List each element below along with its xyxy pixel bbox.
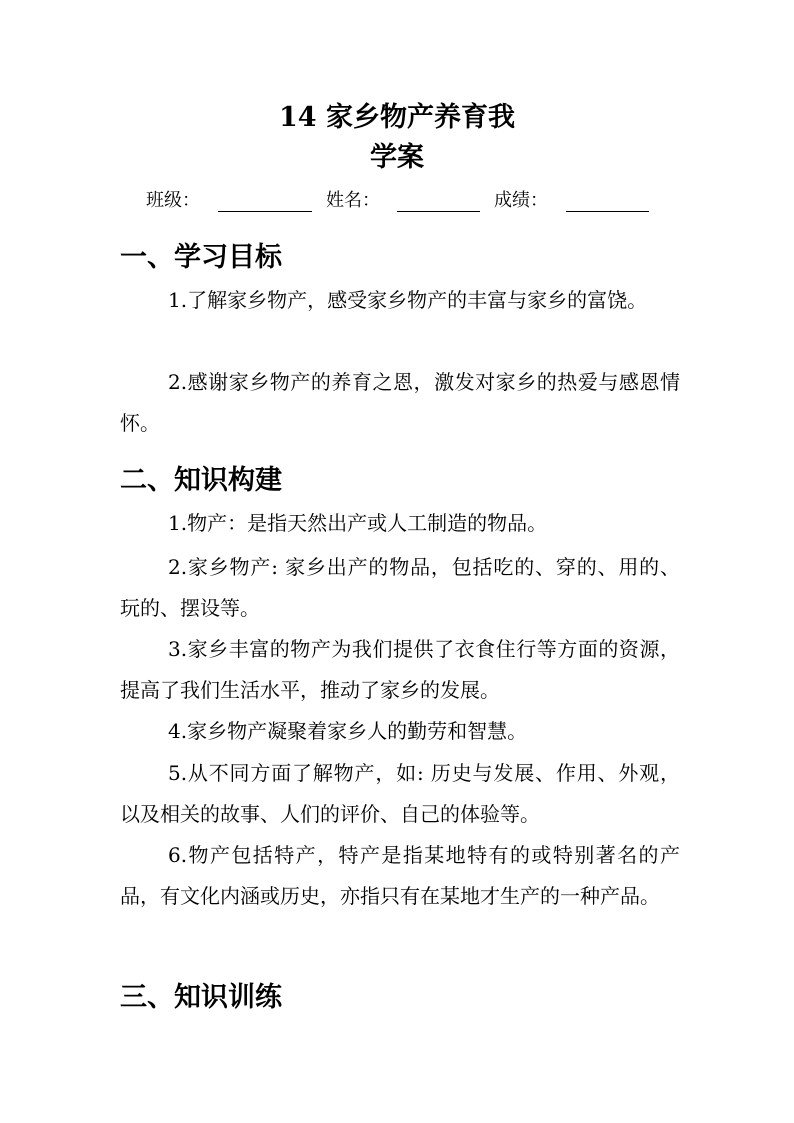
section-heading-knowledge-building: 二、知识构建: [120, 465, 282, 496]
learning-goal-item: 2.感谢家乡物产的养育之恩，激发对家乡的热爱与感恩情怀。: [120, 370, 680, 435]
score-blank-line[interactable]: [566, 211, 649, 212]
page-subtitle: 学案: [370, 142, 424, 173]
class-blank-line[interactable]: [218, 211, 312, 212]
name-label: 姓名：: [326, 190, 380, 211]
page-title: 14 家乡物产养育我: [279, 102, 515, 133]
score-label: 成绩：: [494, 190, 548, 211]
name-blank-line[interactable]: [397, 211, 480, 212]
knowledge-item: 3.家乡丰富的物产为我们提供了衣食住行等方面的资源，提高了我们生活水平，推动了家乡的发展。: [120, 637, 680, 702]
knowledge-item: 4.家乡物产凝聚着家乡人的勤劳和智慧。: [168, 719, 528, 743]
section-heading-knowledge-practice: 三、知识训练: [120, 982, 282, 1013]
knowledge-item: 1.物产：是指天然出产或人工制造的物品。: [168, 511, 548, 535]
class-label: 班级：: [146, 190, 200, 211]
knowledge-item: 6.物产包括特产，特产是指某地特有的或特别著名的产品，有文化内涵或历史，亦指只有在某地才生产的一种产品。: [120, 843, 680, 908]
knowledge-item: 2.家乡物产: 家乡出产的物品，包括吃的、穿的、用的、玩的、摆设等。: [120, 555, 680, 620]
learning-goal-item: 1.了解家乡物产，感受家乡物产的丰富与家乡的富饶。: [168, 288, 648, 312]
section-heading-learning-goals: 一、学习目标: [120, 242, 282, 273]
knowledge-item: 5.从不同方面了解物产，如: 历史与发展、作用、外观，以及相关的故事、人们的评价、自己的体验等。: [120, 761, 680, 826]
